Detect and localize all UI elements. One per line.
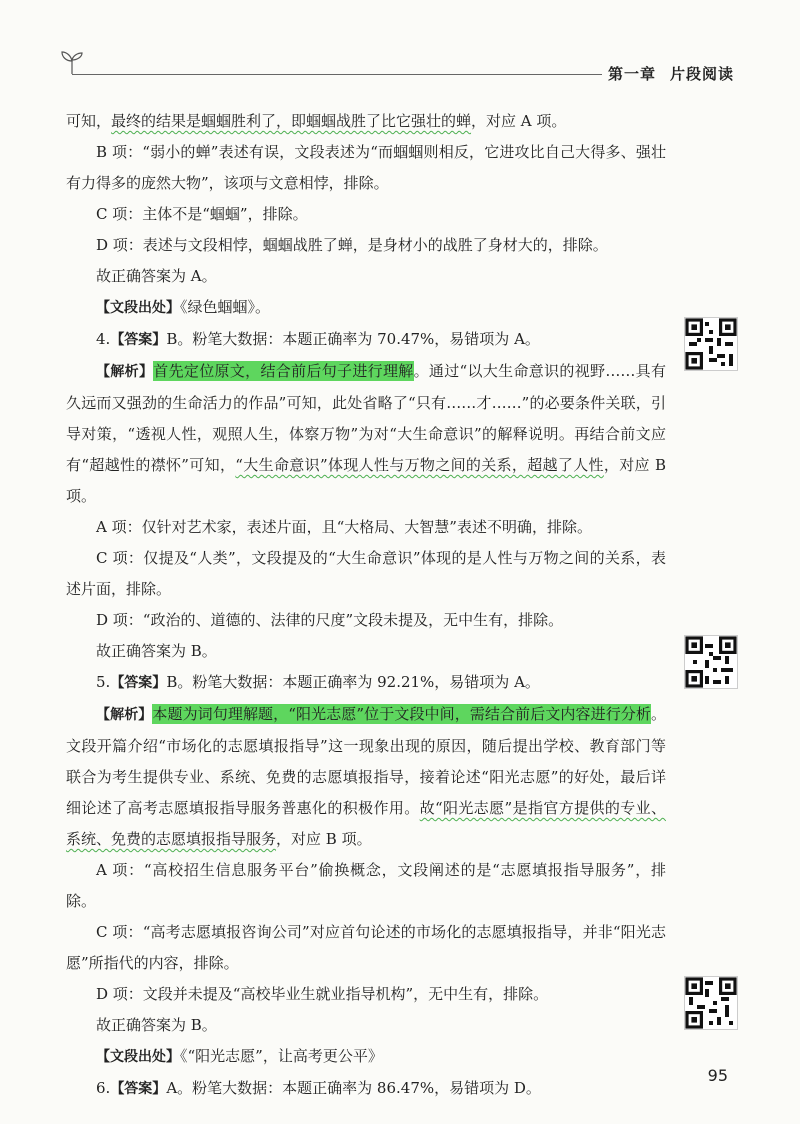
source-title: 《绿色蝈蝈》。 <box>180 298 271 316</box>
header-divider <box>72 74 602 75</box>
text: ，对应 B 项。 <box>276 830 372 848</box>
option-d-explanation: D 项：表述与文段相悖，蝈蝈战胜了蝉，是身材小的战胜了身材大的，排除。 <box>96 236 608 254</box>
option-b-explanation: B 项：“弱小的蝉”表述有误，文段表述为“而蝈蝈则相反，它进攻比自己大得多、强壮有力得多的庞然大物”，该项与文意相悖，排除。 <box>66 143 666 192</box>
option-d-explanation: D 项：文段并未提及“高校毕业生就业指导机构”，无中生有，排除。 <box>96 985 549 1003</box>
text: 可知， <box>66 112 112 130</box>
highlighted-text: 首先定位原文，结合前后句子进行理解 <box>153 362 414 380</box>
underlined-text: 最终的结果是蝈蝈胜利了，即蝈蝈战胜了比它强壮的蝉 <box>111 112 472 130</box>
paragraph <box>66 106 666 137</box>
analysis-tag: 【解析】 <box>96 707 153 723</box>
option-a-explanation: A 项：仅针对艺术家，表述片面，且“大格局、大智慧”表述不明确，排除。 <box>96 518 592 536</box>
text: 。通过“以大生命意识的视野……具有久远而又强劲的生命活力的作品”可知，此处省略了“只有……才……”的必要条件关联，引导对策，“透视人性，观照人生，体察万物”为对“大生命意识”的解释说明。再结合前文应有“超越性的襟怀”可知， <box>66 362 666 474</box>
question-number: 4. <box>96 330 111 348</box>
option-a-explanation: A 项：“高校招生信息服务平台”偷换概念，文段阐述的是“志愿填报指导服务”，排除。 <box>66 861 666 910</box>
option-c-explanation: C 项：仅提及“人类”，文段提及的“大生命意识”体现的是人性与万物之间的关系，表述片面，排除。 <box>66 549 666 598</box>
answer-text: B。粉笔大数据：本题正确率为 70.47%，易错项为 A。 <box>166 330 540 348</box>
answer-text: A。粉笔大数据：本题正确率为 86.47%，易错项为 D。 <box>166 1079 541 1097</box>
underlined-text: 故“阳光志愿”是指官方提供的专业、系统、免费的志愿填报指导服务 <box>66 799 666 848</box>
option-d-explanation: D 项：“政治的、道德的、法律的尺度”文段未提及，无中生有，排除。 <box>96 611 564 629</box>
underlined-text: “大生命意识”体现人性与万物之间的关系，超越了人性 <box>235 456 604 474</box>
question-number: 6. <box>96 1079 111 1097</box>
answer-tag: 【答案】 <box>110 1081 167 1097</box>
qr-code-icon[interactable] <box>684 317 738 371</box>
q5-answer <box>66 667 666 699</box>
q5-analysis <box>66 699 666 855</box>
conclusion: 故正确答案为 B。 <box>96 1016 217 1034</box>
qr-code-icon[interactable] <box>684 976 738 1030</box>
answer-text: B。粉笔大数据：本题正确率为 92.21%，易错项为 A。 <box>166 673 540 691</box>
conclusion: 故正确答案为 B。 <box>96 642 217 660</box>
question-number: 5. <box>96 673 111 691</box>
text: ，对应 B 项。 <box>66 456 667 505</box>
answer-content <box>66 106 666 1105</box>
highlighted-text: 本题为词句理解题，“阳光志愿”位于文段中间，需结合前后文内容进行分析 <box>152 705 651 723</box>
page-number: 95 <box>707 1066 728 1085</box>
answer-tag: 【答案】 <box>110 332 167 348</box>
source-line <box>66 292 666 324</box>
chapter-title: 片段阅读 <box>670 65 735 83</box>
text: ，对应 A 项。 <box>471 112 567 130</box>
source-line <box>66 1041 666 1073</box>
sprout-icon <box>58 48 86 76</box>
source-tag: 【文段出处】 <box>96 1049 180 1065</box>
q4-analysis <box>66 356 666 512</box>
analysis-tag: 【解析】 <box>96 364 154 380</box>
option-c-explanation: C 项：主体不是“蝈蝈”，排除。 <box>96 205 308 223</box>
page-header <box>0 0 800 100</box>
text: 。文段开篇介绍“市场化的志愿填报指导”这一现象出现的原因，随后提出学校、教育部门等联合为考生提供专业、系统、免费的志愿填报指导，接着论述“阳光志愿”的好处，最后详细论述了高考志愿填报指导服务普惠化的积极作用。 <box>66 705 667 817</box>
chapter-number: 第一章 <box>608 65 657 83</box>
chapter-heading <box>608 63 734 84</box>
q6-answer <box>66 1073 666 1105</box>
q4-answer <box>66 324 666 356</box>
source-tag: 【文段出处】 <box>96 300 180 316</box>
option-c-explanation: C 项：“高考志愿填报咨询公司”对应首句论述的市场化的志愿填报指导，并非“阳光志愿”所指代的内容，排除。 <box>66 923 666 972</box>
qr-code-icon[interactable] <box>684 635 738 689</box>
answer-tag: 【答案】 <box>110 675 167 691</box>
source-title: 《“阳光志愿”，让高考更公平》 <box>180 1047 383 1065</box>
conclusion: 故正确答案为 A。 <box>96 267 217 285</box>
